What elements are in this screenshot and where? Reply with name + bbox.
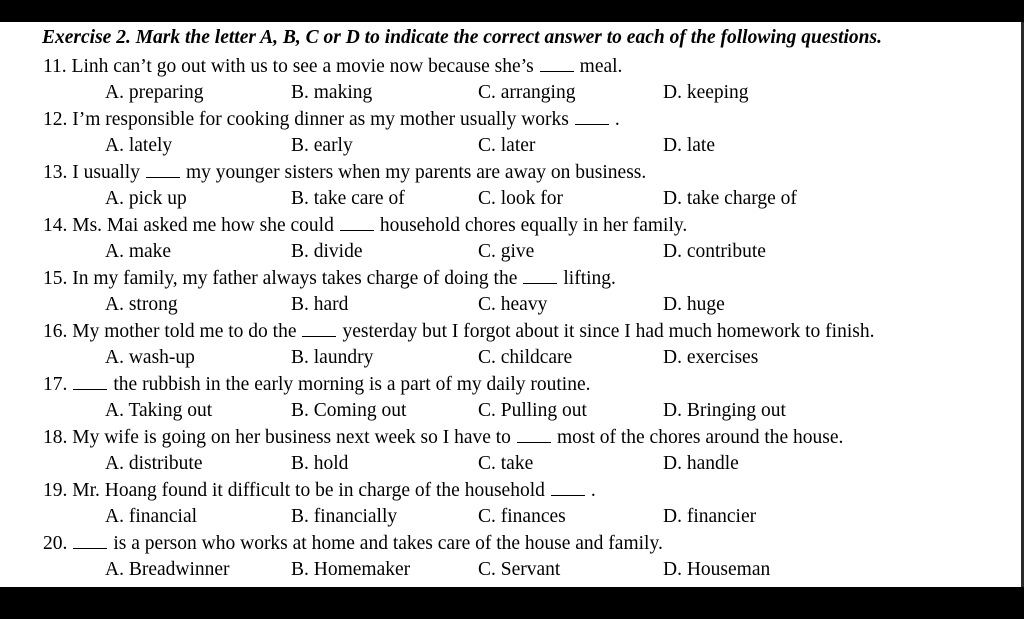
option-d: D. contribute [663, 241, 766, 262]
option-b: B. making [291, 82, 373, 103]
question-text [43, 371, 1003, 398]
option-d: D. keeping [663, 82, 749, 103]
answer-blank [302, 321, 336, 337]
answer-blank [551, 480, 585, 496]
question-text [43, 53, 1003, 80]
options-row [43, 557, 1003, 583]
option-d: D. handle [663, 453, 739, 474]
question-text-before: 14. Ms. Mai asked me how she could [43, 215, 334, 236]
option-b: B. hold [291, 453, 349, 474]
question-text [43, 318, 1003, 345]
option-a: A. financial [105, 506, 198, 527]
question-text [43, 424, 1003, 451]
options-row [43, 451, 1003, 477]
option-c: C. later [478, 135, 536, 156]
option-d: D. financier [663, 506, 757, 527]
question-text-before: 17. [43, 374, 68, 395]
options-row [43, 504, 1003, 530]
question-text-after: is a person who works at home and takes care of the house and family. [113, 533, 663, 554]
option-d: D. take charge of [663, 188, 797, 209]
question-text-after: most of the chores around the house. [556, 427, 844, 448]
answer-blank [540, 56, 574, 72]
option-a: A. Taking out [105, 400, 213, 421]
question-text [43, 477, 1003, 504]
options-row [43, 133, 1003, 159]
option-c: C. Servant [478, 559, 561, 580]
option-c: C. look for [478, 188, 564, 209]
options-row [43, 398, 1003, 424]
question-18 [43, 424, 1003, 477]
option-a: A. lately [105, 135, 173, 156]
question-text [43, 106, 1003, 133]
option-a: A. wash-up [105, 347, 195, 368]
option-d: D. Bringing out [663, 400, 786, 421]
option-d: D. late [663, 135, 715, 156]
option-a: A. strong [105, 294, 178, 315]
question-text-after: meal. [579, 56, 623, 77]
answer-blank [340, 215, 374, 231]
option-a: A. pick up [105, 188, 187, 209]
options-row [43, 345, 1003, 371]
answer-blank [575, 109, 609, 125]
question-text-after: . [614, 109, 620, 130]
document-page [0, 22, 1021, 587]
question-text-after: yesterday but I forgot about it since I had much homework to finish. [342, 321, 875, 342]
answer-blank [523, 268, 557, 284]
option-c: C. take [478, 453, 534, 474]
option-b: B. take care of [291, 188, 405, 209]
option-c: C. heavy [478, 294, 548, 315]
question-12 [43, 106, 1003, 159]
question-17 [43, 371, 1003, 424]
answer-blank [73, 374, 107, 390]
option-b: B. hard [291, 294, 349, 315]
option-c: C. finances [478, 506, 566, 527]
question-13 [43, 159, 1003, 212]
option-a: A. distribute [105, 453, 203, 474]
question-text-after: the rubbish in the early morning is a part of my daily routine. [113, 374, 591, 395]
answer-blank [73, 533, 107, 549]
option-b: B. financially [291, 506, 398, 527]
option-b: B. Coming out [291, 400, 407, 421]
question-text-before: 20. [43, 533, 68, 554]
question-11 [43, 53, 1003, 106]
question-text-before: 12. I’m responsible for cooking dinner as my mother usually works [43, 109, 569, 130]
question-text-before: 16. My mother told me to do the [43, 321, 297, 342]
option-d: D. huge [663, 294, 725, 315]
option-d: D. Houseman [663, 559, 771, 580]
option-b: B. Homemaker [291, 559, 411, 580]
exercise-title: Exercise 2. Mark the letter A, B, C or D to indicate the correct answer to each of the following questions. [42, 27, 882, 48]
question-text-before: 15. In my family, my father always takes charge of doing the [43, 268, 518, 289]
option-a: A. Breadwinner [105, 559, 230, 580]
options-row [43, 186, 1003, 212]
option-b: B. divide [291, 241, 363, 262]
question-text-before: 13. I usually [43, 162, 140, 183]
question-text-before: 19. Mr. Hoang found it difficult to be in charge of the household [43, 480, 545, 501]
question-15 [43, 265, 1003, 318]
question-19 [43, 477, 1003, 530]
question-text [43, 530, 1003, 557]
option-c: C. childcare [478, 347, 573, 368]
options-row [43, 239, 1003, 265]
options-row [43, 80, 1003, 106]
question-text-after: . [590, 480, 596, 501]
answer-blank [517, 427, 551, 443]
question-text-after: lifting. [563, 268, 616, 289]
question-text-before: 18. My wife is going on her business next week so I have to [43, 427, 511, 448]
question-text [43, 212, 1003, 239]
options-row [43, 292, 1003, 318]
option-c: C. arranging [478, 82, 576, 103]
option-a: A. make [105, 241, 172, 262]
option-b: B. laundry [291, 347, 374, 368]
question-text-after: household chores equally in her family. [379, 215, 688, 236]
option-b: B. early [291, 135, 353, 156]
option-d: D. exercises [663, 347, 759, 368]
option-a: A. preparing [105, 82, 204, 103]
option-c: C. give [478, 241, 535, 262]
question-text [43, 265, 1003, 292]
option-c: C. Pulling out [478, 400, 587, 421]
question-text-after: my younger sisters when my parents are away on business. [185, 162, 647, 183]
question-14 [43, 212, 1003, 265]
question-text-before: 11. Linh can’t go out with us to see a movie now because she’s [43, 56, 534, 77]
answer-blank [146, 162, 180, 178]
question-16 [43, 318, 1003, 371]
question-text [43, 159, 1003, 186]
question-20 [43, 530, 1003, 583]
